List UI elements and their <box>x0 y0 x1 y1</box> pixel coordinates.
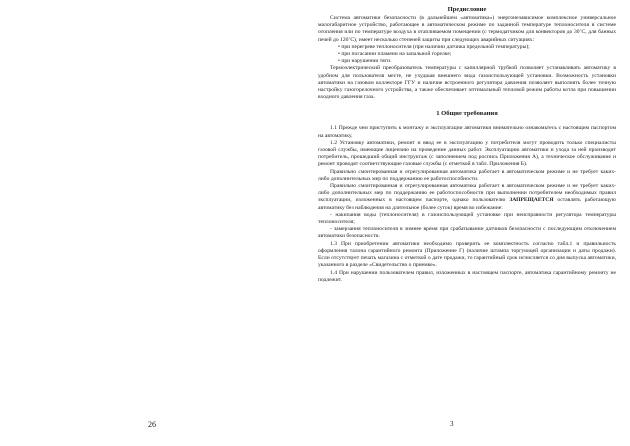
dash-item: - накипания воды (теплоносителя) в газоиспользующей установке при неисправности регулятора температуры теплоносителя; <box>318 211 616 226</box>
paragraph-correct-1: Правильно смонтированная и отрегулированная автоматика работает в автоматическом режиме и не требует каких-либо дополнительных мер по поддержанию ее работоспособности. <box>318 168 616 182</box>
paragraph-correct-2-tail: оставлять работающую автоматику без наблюдения на длительное (более суток) время во избежание: <box>318 197 616 211</box>
dash-item: - замерзания теплоносителя в зимнее время при срабатывании датчиков безопасности с последующим отключением автоматики безопасности. <box>318 226 616 240</box>
right-page-text <box>318 6 616 284</box>
preface-bullet: • при перегреве теплоносителя (при наличии датчика предельной температуры); <box>338 43 530 50</box>
paragraph-correct-2-head: Правильно смонтированная и отрегулированная автоматика работает в автоматическом режиме и не требует каких-либо дополнительных мер по поддержанию ее работоспособности при выполнении потребителем необходимых правил эксплуатации, изложенных в настоящем паспорте, однако пользователю <box>318 183 616 204</box>
preface-body: Термоэлектрический преобразователь температуры с капиллярной трубкой позволяет устанавливать автоматику в удобном для пользователя месте, не ухудшая внешнего вида газоиспользующей установки. Возможность установки автоматики на газовом коллекторе ГГУ и наличие встроенного регулятора давления позволяет выполнять более точную настройку газогорелочного устройства, а также обеспечивает оптимальный тепловой режим работы котла при повышении входного давления газа. <box>318 65 616 101</box>
preface-intro: Система автоматики безопасности (в дальнейшем «автоматика») энергонезависимое комплексное универсальное малогабаритное устройство, работающее в автоматическом режиме по заданной температуре теплоносителя в системе отопления или по температуре воздуха в отапливаемом помещении (с термодатчиком для конвекторов до 30˚С, для банных печей до 120˚С), имеет несколько степеней защиты при следующих аварийных ситуациях: <box>318 15 616 43</box>
paragraph-1-2: 1.2 Установку автоматики, ремонт и ввод ее в эксплуатацию у потребителя могут проводить только специалисты газовой службы, имеющие лицензию на проведение данных работ. Эксплуатацию автоматики и ухода за ней производит потребитель, прошедший общий инструктаж (с заполнением под роспись Приложения А), а техническое обслуживание и ремонт проводят соответствующие газовые службы (с отметкой в табл. Приложения Б). <box>318 139 616 168</box>
preface-bullet: • при погасании пламени на запальной горелке; <box>338 51 452 58</box>
preface-title: Предисловие <box>447 6 487 13</box>
paragraph-1-4: 1.4 При нарушении пользователем правил, изложенных в настоящем паспорте, автоматика гарантийному ремонту не подлежит. <box>318 269 616 283</box>
prohibited-word: ЗАПРЕЩАЕТСЯ <box>509 197 554 204</box>
section-title: 1 Общие требования <box>436 110 498 118</box>
paragraph-1-3: 1.3 При приобретении автоматики необходимо проверить ее комплектность согласно табл.1 и правильность оформления талона гарантийного ремонта (Приложение Г) (наличие штампа торгующей организации и даты продажи). Если отсутствует печать магазина с отметкой о дате продажи, то гарантийный срок исчисляется со дня выпуска автоматики, указанного в разделе «Свидетельство о приемке». <box>318 240 616 269</box>
paragraph-1-1: 1.1 Прежде чем приступить к монтажу и эксплуатации автоматики внимательно ознакомьтесь с настоящим паспортом на автоматику. <box>318 125 616 139</box>
paragraph-correct-2 <box>318 183 616 212</box>
preface-bullet: • при нарушении тяги. <box>338 58 392 65</box>
left-page-number: 26 <box>148 420 156 429</box>
right-page-number: 3 <box>450 420 454 428</box>
